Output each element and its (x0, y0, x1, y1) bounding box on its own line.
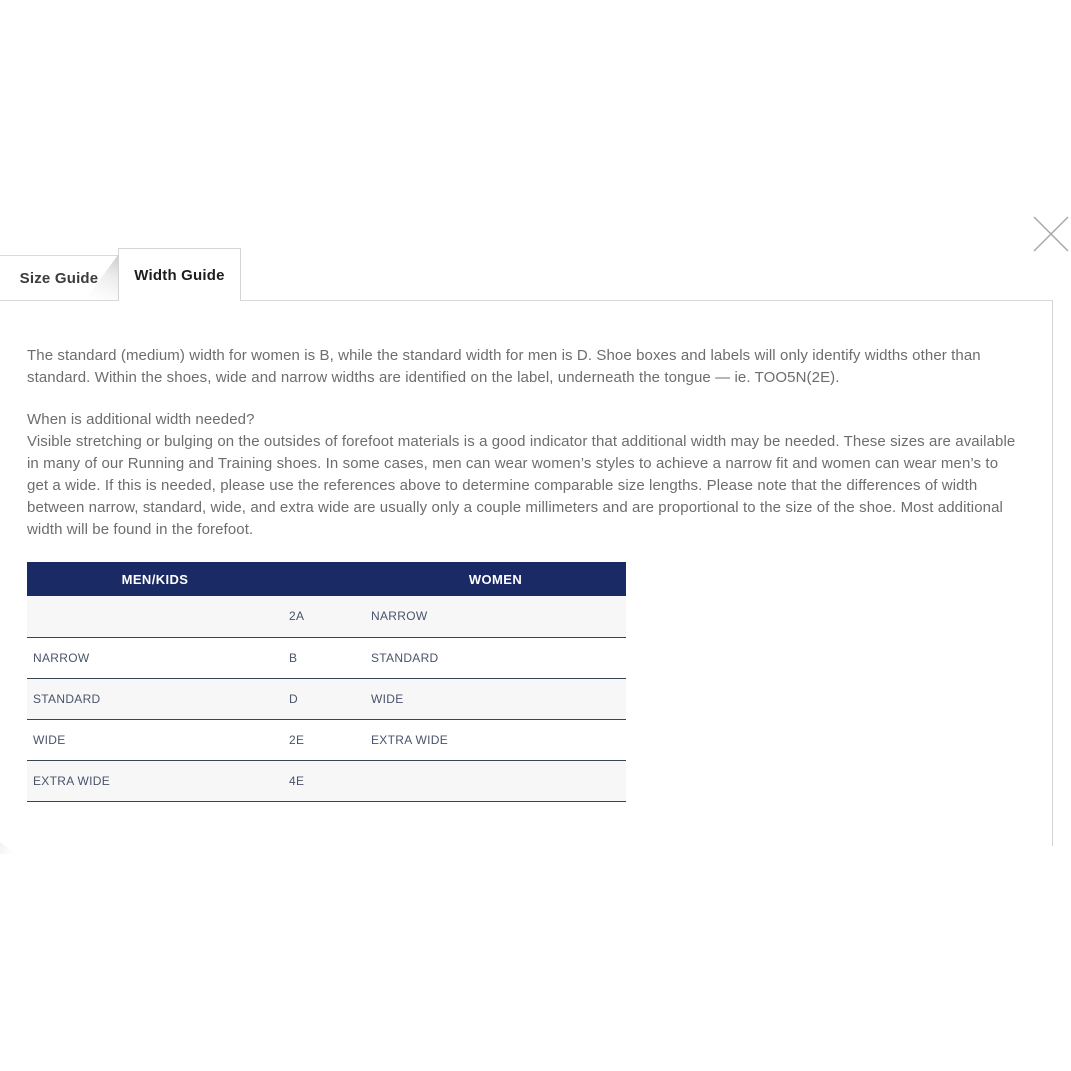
cell-width-code: 2E (283, 719, 365, 760)
cell-men-label: NARROW (27, 637, 283, 678)
table-header-men-kids: MEN/KIDS (27, 562, 283, 596)
cell-width-code: 4E (283, 760, 365, 801)
table-header-spacer (283, 562, 365, 596)
cell-width-code: B (283, 637, 365, 678)
width-question-body: Visible stretching or bulging on the outsides of forefoot materials is a good indicator that additional width may be needed. These sizes are available in many of our Running and Training shoes. In some cases, men can wear women’s styles to achieve a narrow fit and women can wear men’s to get a wide. If this is needed, please use the references above to determine comparable size lengths. Please note that the differences of width between narrow, standard, wide, and extra wide are usually only a couple millimeters and are proportional to the size of the shoe. Most additional width will be found in the forefoot. (27, 433, 1016, 538)
width-table (27, 562, 626, 802)
width-guide-copy (27, 345, 1017, 541)
cell-women-label (365, 760, 626, 801)
table-header-row (27, 562, 626, 596)
table-header-women: WOMEN (365, 562, 626, 596)
cell-men-label (27, 596, 283, 637)
width-question-heading: When is additional width needed? (27, 411, 255, 428)
cell-women-label: WIDE (365, 678, 626, 719)
cell-women-label: EXTRA WIDE (365, 719, 626, 760)
table-row (27, 678, 626, 719)
cell-men-label: EXTRA WIDE (27, 760, 283, 801)
tab-size-guide-label: Size Guide (19, 269, 99, 287)
intro-paragraph: The standard (medium) width for women is B, while the standard width for men is D. Shoe boxes and labels will only identify widths other than standard. Within the shoes, wide and narrow widths are identified on the label, underneath the tongue — ie. TOO5N(2E). (27, 347, 981, 386)
tab-width-guide-label: Width Guide (134, 266, 225, 284)
tab-width-guide[interactable] (118, 248, 241, 301)
table-row (27, 637, 626, 678)
cell-men-label: WIDE (27, 719, 283, 760)
cell-women-label: STANDARD (365, 637, 626, 678)
cell-width-code: 2A (283, 596, 365, 637)
close-icon (1031, 214, 1071, 254)
cell-width-code: D (283, 678, 365, 719)
cell-men-label: STANDARD (27, 678, 283, 719)
table-row (27, 719, 626, 760)
table-row (27, 760, 626, 801)
cell-women-label: NARROW (365, 596, 626, 637)
close-button[interactable] (1031, 214, 1071, 254)
table-row (27, 596, 626, 637)
